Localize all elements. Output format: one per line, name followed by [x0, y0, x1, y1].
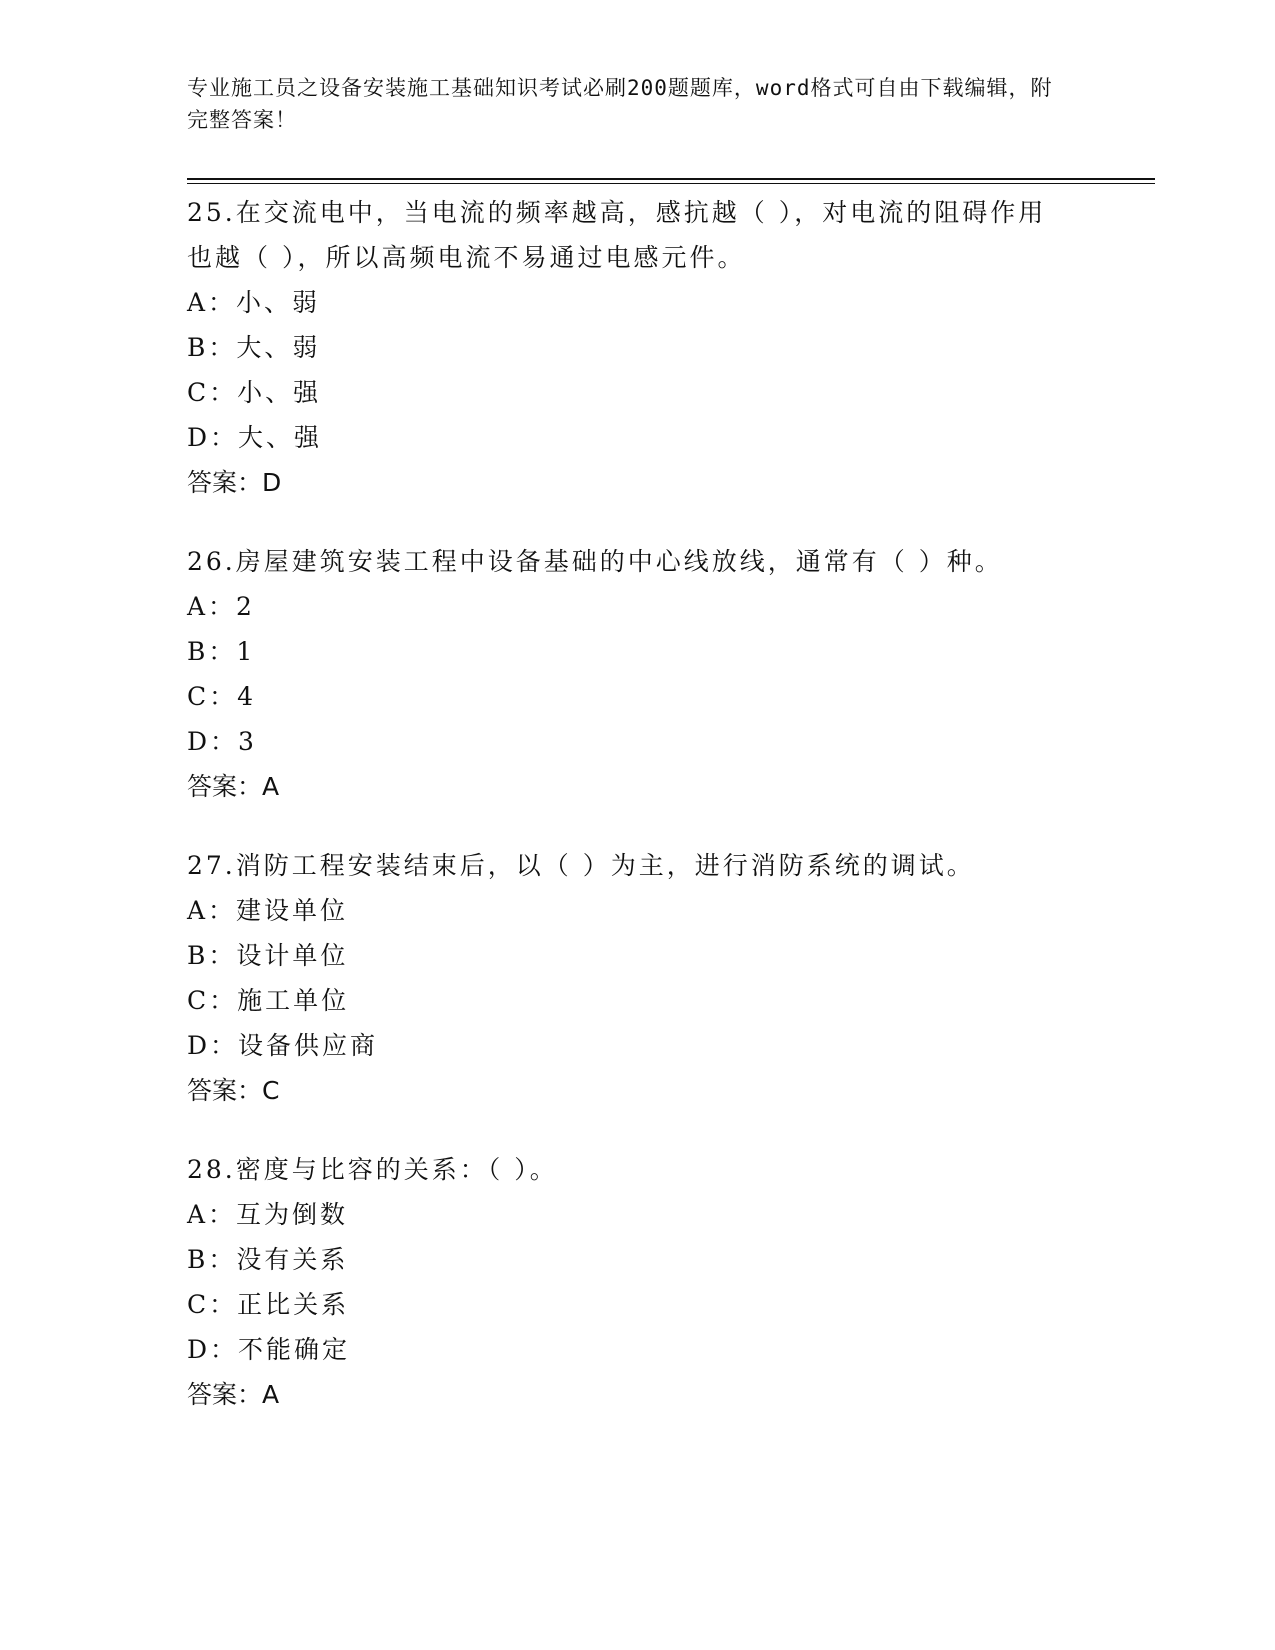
answer-line: 答案：C	[187, 1076, 280, 1105]
question-stem: 27.消防工程安装结束后，以（ ）为主，进行消防系统的调试。	[187, 851, 975, 880]
option-d: D：3	[187, 727, 257, 756]
answer-line: 答案：A	[187, 772, 280, 801]
option-b: B：没有关系	[187, 1245, 349, 1274]
question-stem: 25.在交流电中，当电流的频率越高，感抗越（ ），对电流的阻碍作用也越（ ），所以高频电流不易通过电感元件。	[187, 198, 1047, 272]
question-27	[187, 843, 1067, 1113]
option-c: C：施工单位	[187, 986, 350, 1015]
option-a: A：互为倒数	[187, 1200, 349, 1229]
option-d: D：大、强	[187, 423, 323, 452]
document-header-title: 专业施工员之设备安装施工基础知识考试必刷200题题库，word格式可自由下载编辑，附完整答案！	[187, 76, 1053, 132]
option-a: A：建设单位	[187, 896, 349, 925]
option-d: D：设备供应商	[187, 1031, 379, 1060]
question-28	[187, 1147, 1067, 1417]
option-a: A：2	[187, 592, 255, 621]
option-b: B：设计单位	[187, 941, 349, 970]
answer-line: 答案：A	[187, 1380, 280, 1409]
option-d: D：不能确定	[187, 1335, 351, 1364]
question-stem: 26.房屋建筑安装工程中设备基础的中心线放线，通常有（ ）种。	[187, 547, 1003, 576]
option-c: C：小、强	[187, 378, 322, 407]
option-c: C：4	[187, 682, 257, 711]
question-list	[187, 190, 1067, 1451]
header-divider-thin	[187, 183, 1155, 184]
question-26	[187, 539, 1067, 809]
option-b: B：1	[187, 637, 256, 666]
option-a: A：小、弱	[187, 288, 321, 317]
option-c: C：正比关系	[187, 1290, 350, 1319]
question-stem: 28.密度与比容的关系：（ ）。	[187, 1155, 558, 1184]
question-25	[187, 190, 1067, 505]
answer-line: 答案：D	[187, 468, 282, 497]
header-divider-thick	[187, 178, 1155, 180]
option-b: B：大、弱	[187, 333, 321, 362]
